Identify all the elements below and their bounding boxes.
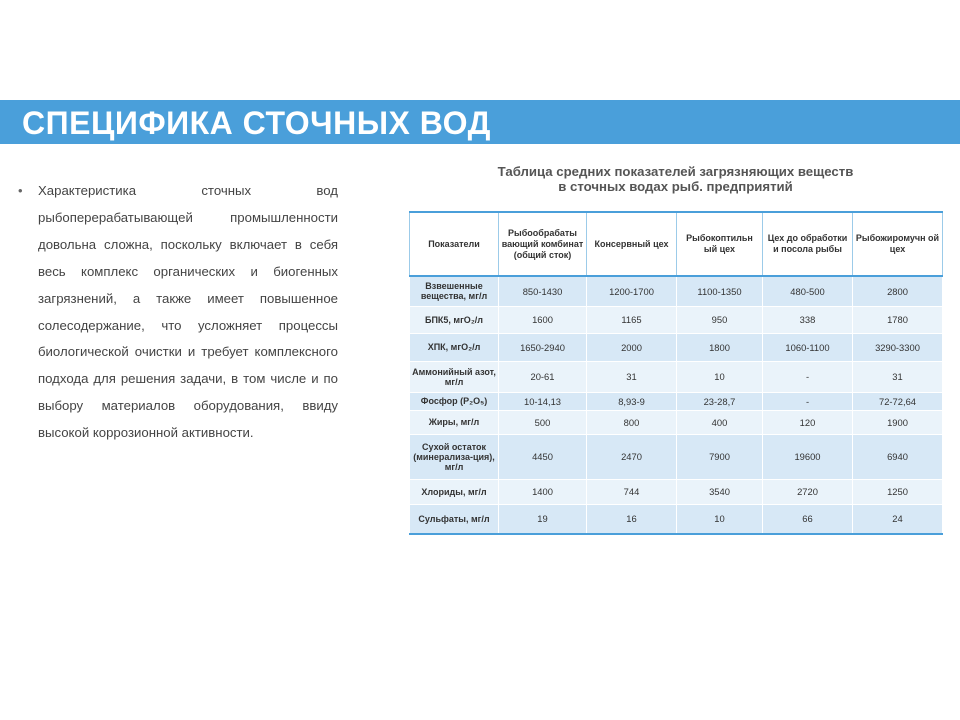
header-cell: Рыбокоптильн ый цех xyxy=(677,212,763,276)
table-row xyxy=(410,392,943,410)
table-cell: - xyxy=(763,392,853,410)
row-header-cell: Сухой остаток (минерализа-ция), мг/л xyxy=(410,434,499,479)
pollutants-table xyxy=(409,211,943,535)
table-cell: 23-28,7 xyxy=(677,392,763,410)
table-cell: 8,93-9 xyxy=(587,392,677,410)
row-header-cell: Жиры, мг/л xyxy=(410,410,499,434)
bullet-text: Характеристика сточных вод рыбоперерабатывающей промышленности довольна сложна, поскольку включает в себя весь комплекс органических и биогенных загрязнений, а также имеет повышенное солесодержание, что усложняет процессы биологической очистки и требует комплексного подхода для решения задачи, в том числе и по выбору материалов оборудования, ввиду высокой коррозионной активности. xyxy=(38,183,338,441)
table-cell: 1400 xyxy=(499,479,587,504)
table-cell: 6940 xyxy=(853,434,943,479)
table-cell: 744 xyxy=(587,479,677,504)
table-cell: 2470 xyxy=(587,434,677,479)
row-header-cell: Сульфаты, мг/л xyxy=(410,504,499,534)
table-cell: 1200-1700 xyxy=(587,276,677,306)
table-cell: 31 xyxy=(853,361,943,392)
table-cell: 1100-1350 xyxy=(677,276,763,306)
table-cell: 120 xyxy=(763,410,853,434)
table-row xyxy=(410,276,943,306)
table-cell: 950 xyxy=(677,306,763,333)
header-cell: Рыбожиромучн ой цех xyxy=(853,212,943,276)
header-cell: Показатели xyxy=(410,212,499,276)
table-row xyxy=(410,306,943,333)
table-row xyxy=(410,434,943,479)
table-title xyxy=(409,164,942,194)
row-header-cell: Хлориды, мг/л xyxy=(410,479,499,504)
bullet-marker: • xyxy=(18,183,23,198)
table-cell: 1900 xyxy=(853,410,943,434)
table-cell: 72-72,64 xyxy=(853,392,943,410)
table-cell: 1600 xyxy=(499,306,587,333)
table-cell: 19 xyxy=(499,504,587,534)
table-row xyxy=(410,333,943,361)
table-header-row xyxy=(410,212,943,276)
table-cell: 19600 xyxy=(763,434,853,479)
table-row xyxy=(410,410,943,434)
table-title-line-1: Таблица средних показателей загрязняющих веществ xyxy=(497,164,854,179)
table-title-line-2: в сточных водах рыб. предприятий xyxy=(558,179,793,194)
table-cell: 4450 xyxy=(499,434,587,479)
table-cell: 10 xyxy=(677,504,763,534)
table-cell: 480-500 xyxy=(763,276,853,306)
table-cell: 338 xyxy=(763,306,853,333)
table-cell: 10 xyxy=(677,361,763,392)
bullet-item xyxy=(18,178,338,447)
table-cell: 1780 xyxy=(853,306,943,333)
table-cell: 31 xyxy=(587,361,677,392)
table-cell: 1650-2940 xyxy=(499,333,587,361)
table-cell: 800 xyxy=(587,410,677,434)
table-cell: 400 xyxy=(677,410,763,434)
table-cell: 24 xyxy=(853,504,943,534)
table-cell: 2000 xyxy=(587,333,677,361)
header-cell: Цех до обработки и посола рыбы xyxy=(763,212,853,276)
table-cell: 2720 xyxy=(763,479,853,504)
title-bar xyxy=(0,100,960,144)
table-cell: 7900 xyxy=(677,434,763,479)
table-row xyxy=(410,479,943,504)
table-cell: 2800 xyxy=(853,276,943,306)
row-header-cell: Взвешенные вещества, мг/л xyxy=(410,276,499,306)
row-header-cell: Фосфор (P₂O₅) xyxy=(410,392,499,410)
table-cell: 3290-3300 xyxy=(853,333,943,361)
table-row xyxy=(410,504,943,534)
table-cell: 20-61 xyxy=(499,361,587,392)
table-cell: 850-1430 xyxy=(499,276,587,306)
table-cell: - xyxy=(763,361,853,392)
table-cell: 500 xyxy=(499,410,587,434)
slide-title: СПЕЦИФИКА СТОЧНЫХ ВОД xyxy=(22,105,491,141)
header-cell: Рыбообрабаты вающий комбинат (общий сток) xyxy=(499,212,587,276)
table-cell: 16 xyxy=(587,504,677,534)
table-cell: 1165 xyxy=(587,306,677,333)
row-header-cell: Аммонийный азот, мг/л xyxy=(410,361,499,392)
table-row xyxy=(410,361,943,392)
row-header-cell: БПК5, мгO₂/л xyxy=(410,306,499,333)
table-cell: 1250 xyxy=(853,479,943,504)
row-header-cell: ХПК, мгO₂/л xyxy=(410,333,499,361)
table-cell: 3540 xyxy=(677,479,763,504)
table-cell: 1800 xyxy=(677,333,763,361)
header-cell: Консервный цех xyxy=(587,212,677,276)
table-cell: 10-14,13 xyxy=(499,392,587,410)
table-cell: 1060-1100 xyxy=(763,333,853,361)
table-cell: 66 xyxy=(763,504,853,534)
